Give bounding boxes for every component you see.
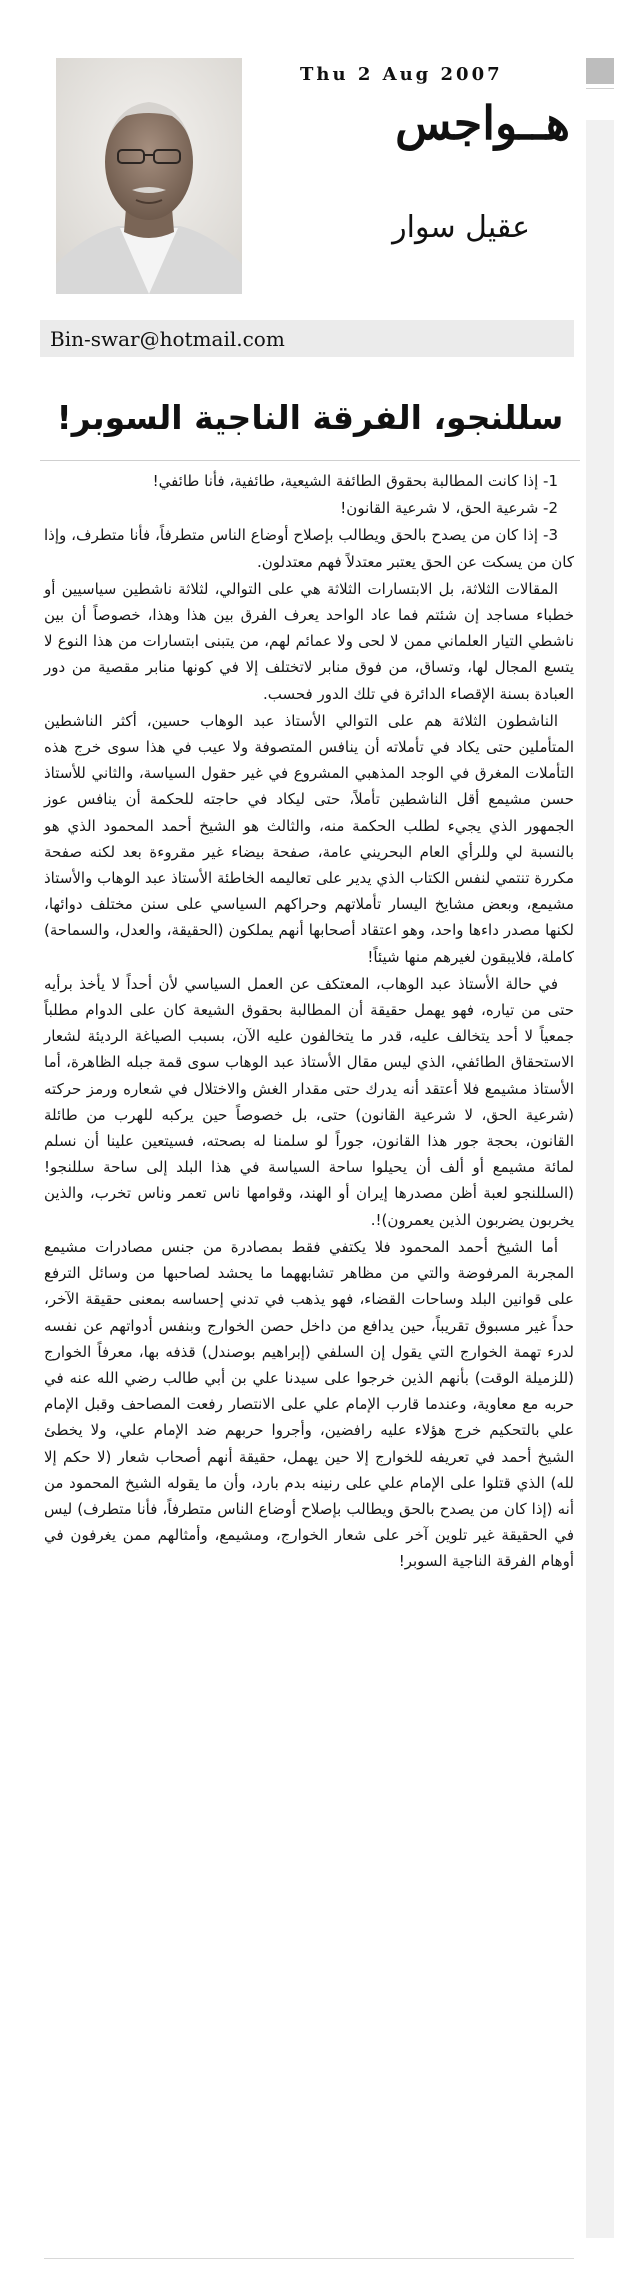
article-body: [44, 468, 574, 1576]
email-bar: [40, 320, 574, 357]
article-paragraph: 2- شرعية الحق، لا شرعية القانون!: [340, 499, 558, 518]
author-name: عقيل سوار: [392, 210, 530, 245]
side-rail: [586, 58, 614, 2238]
article-paragraph: في حالة الأستاذ عبد الوهاب، المعتكف عن العمل السياسي لأن أحداً لا يأخذ برأيه حتى من تياره، فهو يهمل حقيقة أن المطالبة بحقوق الشيعة كان على الدوام مطلباً جمعياً لا أحد يتخالف عليه، قدر ما يتخالفون عليه الآن، بسبب الصياغة الرديئة لشعار الاستحقاق الطائفي، الذي ليس مقال الأستاذ عبد الوهاب سوى قمة جبله الظاهرة، أما الأستاذ مشيمع فلا أعتقد أنه يدرك حتى مقدار الغش والاختلال في شعاره ورمز حركته (شرعية الحق، لا شرعية القانون) حتى، بل خصوصاً حين يركبه للهرب من طائلة القانون، بحجة جور هذا القانون، جوراً لو سلمنا له بصحته، فسيتعين علينا أن نسلم لمائة مشيمع أو ألف أن يحيلوا ساحة السياسة في هذا البلد إلى ساحة سللنجو! (السللنجو لعبة أظن مصدرها إيران أو الهند، وقوامها ناس تعمر وناس تخرب، والذين يخربون يضربون الذين يعمرون)!.: [44, 974, 574, 1229]
column-title: هــواجس: [395, 96, 570, 150]
article-paragraph: 1- إذا كانت المطالبة بحقوق الطائفة الشيعية، طائفية، فأنا طائفي!: [152, 472, 558, 490]
article-paragraph: أما الشيخ أحمد المحمود فلا يكتفي فقط بمصادرة من جنس مصادرات مشيمع المجربة المرفوضة والتي من مظاهر تشابههما ما يحشد لصاحبها من وسائل الترفع على قوانين البلد وساحات القضاء، فهو يذهب في تدني إحساسه بمعنى حقيقة الآخر، حداً غير مسبوق تقريباً، حين يدافع من داخل حصن الخوارج وبنفس أدواتهم عن نفسه لدرء تهمة الخوارج التي يقول إن السلفي (إبراهيم بوصندل) قذفه بها، معرفاً الخوارج (للزميلة الوقت) بأنهم الذين خرجوا على سيدنا علي بن أبي طالب رضي الله عنه في حربه مع معاوية، وعندما قارب الإمام علي على الانتصار رفعت المصاحف وقبل الإمام علي بالتحكيم خرج هؤلاء عليه رافضين، وأجروا حربهم ضد الإمام علي، ولا يخطئ الشيخ أحمد في تعريفه للخوارج إلا حين يهمل، حقيقة أنهم أصحاب شعار (لا حكم إلا لله) الذي قتلوا على الإمام علي على رنينه بدم بارد، وأن ما يقوله الشيخ المحمود من أنه (إذا كان من يصدح بالحق ويطالب بإصلاح أوضاع الناس متطرفاً، فأنا متطرف) ليس في الحقيقة غير تلوين آخر على شعار الخوارج، ومشيمع، وأمثالهم ممن يغرفون في أوهام الفرقة الناجية السوبر!: [44, 1237, 574, 1571]
author-photo: [56, 58, 242, 294]
article-headline: سللنجو، الفرقة الناجية السوبر!: [56, 398, 564, 437]
rail-fill: [586, 120, 614, 2238]
article-paragraph: الناشطون الثلاثة هم على التوالي الأستاذ عبد الوهاب حسين، أكثر الناشطين المتأملين حتى يكاد في تأملاته أن ينافس المتصوفة ولا عيب في هذا سوى خرج هذه التأملات المغرق في الوجد المذهبي المشروع في غير حقول السياسة، والثاني للأستاذ حسن مشيمع أقل الناشطين تأملاً، حتى ليكاد في حاجته للحكمة أن ينافس عوز الجمهور الذي يجيء لطلب الحكمة منه، والثالث هو الشيخ أحمد المحمود الذي هو بالنسبة لي وللرأي العام البحريني عامة، صفحة بيضاء غير مقروءة بعد لكنه صفحة مكررة تنتمي لنفس الكتاب الذي يدير على تعاليمه الخاطئة الأستاذ عبد الوهاب والأستاذ مشيمع، وبعض مشايخ اليسار تأملاتهم وحراكهم السياسي على سنن مختلف دوائها، لكنها مصدر داءها واحد، وهو اعتقاد أصحابها أنهم يملكون (الحقيقة، والعدل، والسماحة) كاملة، فلايبقون لغيرهم منها شيئاً!: [44, 711, 574, 966]
footer-divider: [44, 2258, 574, 2259]
article-paragraph: 3- إذا كان من يصدح بالحق ويطالب بإصلاح أوضاع الناس متطرفاً، فأنا متطرف، وإذا كان من يسكت عن الحق يعتبر معتدلاً فهم معتدلون.: [44, 526, 574, 571]
article-paragraph: المقالات الثلاثة، بل الابتسارات الثلاثة هي على التوالي، لثلاثة ناشطين سياسيين أو خطباء مساجد إن شئتم فما عاد الواحد يعرف الفرق بين هذا وهذا، خصوصاً أن بين ناشطي التيار العلماني ممن لا لحى ولا عمائم لهم، من يتبنى ابتسارات من هذا النوع لا يتسع المجال لها، وتساق، من فوق منابر لاتختلف إلا في كونها منابر مقصية من دور العبادة بسنة الإقصاء الدائرة في تلك الدور فحسب.: [44, 579, 574, 703]
headline-divider: [40, 460, 580, 461]
publication-date: Thu 2 Aug 2007: [300, 64, 503, 85]
rail-divider: [586, 88, 614, 89]
author-email[interactable]: Bin-swar@hotmail.com: [50, 327, 285, 351]
rail-block: [586, 58, 614, 84]
